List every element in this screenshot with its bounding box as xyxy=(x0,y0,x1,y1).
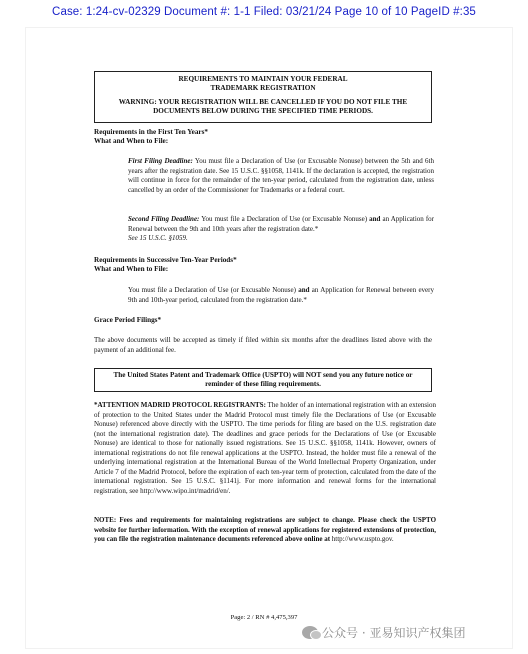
grace-heading: Grace Period Filings* xyxy=(94,316,162,324)
first-ten-years-heading: Requirements in the First Ten Years* xyxy=(94,128,208,136)
case-header: Case: 1:24-cv-02329 Document #: 1-1 Filed: 03/21/24 Page 10 of 10 PageID #:35 xyxy=(52,6,476,18)
notice-box xyxy=(94,368,432,392)
note-url[interactable]: http://www.uspto.gov. xyxy=(331,535,394,543)
madrid-paragraph xyxy=(94,401,436,496)
requirements-title-1: REQUIREMENTS TO MAINTAIN YOUR FEDERAL xyxy=(178,75,348,83)
second-filing-paragraph xyxy=(128,215,434,244)
first-filing-text: You must file a Declaration of Use (or Excusable Nonuse) between the 5th and 6th years after the registration date. See 15 U.S.C. §§1058, 1141k. If the declaration is accepted, the registration will continue in force for the remainder of the ten-year period, calculated from the registration date, unless cancelled by an order of the Commissioner for Trademarks or a federal court. xyxy=(128,157,434,194)
second-filing-text-b: an Application for Renewal between the 9th and 10th years after the registration date.* xyxy=(128,215,435,233)
requirements-box xyxy=(94,71,432,123)
second-filing-see: See 15 U.S.C. §1059. xyxy=(128,234,188,242)
note-paragraph xyxy=(94,516,436,545)
note-label: NOTE: xyxy=(94,516,117,524)
notice-line-1: The United States Patent and Trademark Office (USPTO) will NOT send you any future notice or xyxy=(113,371,413,379)
requirements-title-2: TRADEMARK REGISTRATION xyxy=(210,84,316,92)
note-bold-text: Fees and requirements for maintaining registrations are subject to change. Please check the USPTO website for further information. With the exception of renewal applications for registered extensions of protection, you can file the registration maintenance documents referenced above online at xyxy=(94,516,437,543)
second-filing-text-a: You must file a Declaration of Use (or Excusable Nonuse) xyxy=(201,215,368,223)
watermark xyxy=(302,624,465,641)
successive-text-a: You must file a Declaration of Use (or Excusable Nonuse) xyxy=(128,286,296,294)
wechat-icon xyxy=(302,626,318,639)
madrid-text: The holder of an international registration with an extension of protection to the United States under the Madrid Protocol must timely file the Declarations of Use (or Excusable Nonuse) referenced above directly with the USPTO. The time periods for filing are based on the U.S. registration date (not the international registration date). The deadlines and grace periods for the Declarations of Use (or Excusable Nonuse) are identical to those for nationally issued registrations. See 15 U.S.C. §§1058, 1141k. However, owners of international registrations do not file renewal applications at the USPTO. Instead, the holder must file a renewal of the underlying international registration at the International Bureau of the World Intellectual Property Organization, under Article 7 of the Madrid Protocol, before the expiration of each ten-year term of protection, calculated from the date of the international registration. See 15 U.S.C. §1141j. For more information and renewal forms for the international registration, see http://www.wipo.int/madrid/en/. xyxy=(94,401,436,495)
first-filing-label: First Filing Deadline: xyxy=(128,157,193,165)
second-filing-and: and xyxy=(369,215,381,223)
successive-and: and xyxy=(298,286,310,294)
warning-line-1: WARNING: YOUR REGISTRATION WILL BE CANCELLED IF YOU DO NOT FILE THE xyxy=(118,98,408,106)
successive-heading: Requirements in Successive Ten-Year Periods* xyxy=(94,256,237,264)
second-filing-label: Second Filing Deadline: xyxy=(128,215,200,223)
notice-line-2: reminder of these filing requirements. xyxy=(205,380,321,388)
warning-line-2: DOCUMENTS BELOW DURING THE SPECIFIED TIME PERIODS. xyxy=(153,107,373,115)
first-filing-paragraph xyxy=(128,157,434,195)
successive-text-b: an Application for Renewal between every 9th and 10th-year period, calculated from the registration date.* xyxy=(128,286,434,304)
grace-text: The above documents will be accepted as timely if filed within six months after the deadlines listed above with the payment of an additional fee. xyxy=(94,336,432,354)
what-when-heading-1: What and When to File: xyxy=(94,137,169,145)
watermark-text: 公众号 · 亚易知识产权集团 xyxy=(322,626,466,640)
madrid-label: *ATTENTION MADRID PROTOCOL REGISTRANTS: xyxy=(94,401,266,409)
what-when-heading-2: What and When to File: xyxy=(94,265,169,273)
page-footer: Page: 2 / RN # 4,475,397 xyxy=(230,614,298,621)
successive-paragraph xyxy=(128,286,434,305)
